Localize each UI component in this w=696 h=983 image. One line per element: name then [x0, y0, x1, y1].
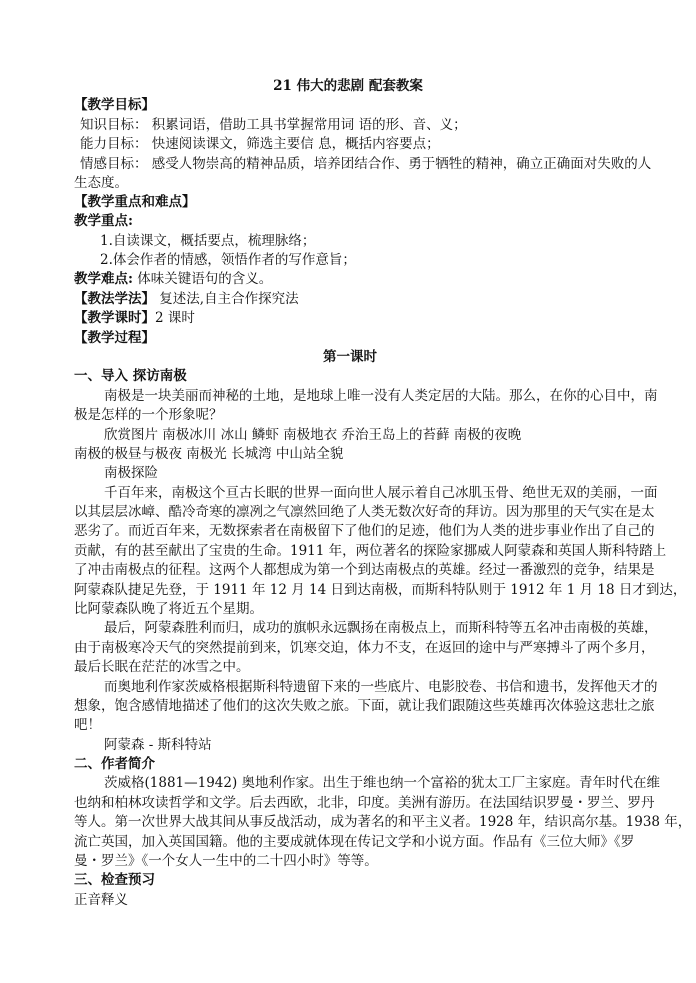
- method-text: 复述法,自主合作探究法: [159, 291, 299, 307]
- section-2-line-2: 也纳和柏林攻读哲学和文学。后去西欧，北非，印度。美洲有游历。在法国结识罗曼・罗兰、罗丹: [74, 795, 655, 811]
- objective-ability: 能力目标： 快速阅读课文，筛选主要信 息，概括内容要点；: [80, 136, 440, 152]
- objectives-heading: 【教学目标】: [74, 97, 155, 113]
- section-1-para-2-line-1: 千百年来，南极这个亘古长眠的世界一面向世人展示着自己冰肌玉骨、绝世无双的美丽，一面: [104, 485, 658, 501]
- section-1-para-2-line-4: 贡献，有的甚至献出了宝贵的生命。1911 年，两位著名的探险家挪威人阿蒙森和英国人斯科特踏上: [74, 543, 667, 559]
- section-3-subheading: 正音释义: [74, 892, 128, 908]
- section-1-para-3-line-1: 最后，阿蒙森胜利而归，成功的旗帜永远飘扬在南极点上，而斯科特等五名冲击南极的英雄，: [104, 620, 658, 636]
- method-row: [74, 290, 626, 309]
- hours-label: 【教学课时】: [74, 310, 155, 326]
- hours-row: [74, 309, 626, 328]
- focus-item-2: 2.体会作者的情感，领悟作者的写作意旨；: [100, 252, 356, 268]
- section-1-pictures-line-2: 南极的极昼与极夜 南极光 长城湾 中山站全貌: [74, 446, 344, 462]
- objective-knowledge: 知识目标： 积累词语，借助工具书掌握常用词 语的形、音、义；: [80, 117, 467, 133]
- section-1-para-2-line-2: 以其层层冰嶂、酷冷奇寒的凛冽之气凛然回绝了人类无数次好奇的拜访。因为那里的天气实在是太: [74, 504, 655, 520]
- section-1-para-2-line-7: 比阿蒙森队晚了将近五个星期。: [74, 601, 263, 617]
- keypoints-heading: 【教学重点和难点】: [74, 194, 196, 210]
- section-1-para-2-line-5: 了冲击南极点的征程。这两个人都想成为第一个到达南极点的英雄。经过一番激烈的竞争，结果是: [74, 562, 655, 578]
- section-1-station-names: 阿蒙森 - 斯科特站: [104, 737, 212, 753]
- difficulty-label: 教学难点:: [74, 271, 133, 287]
- section-1-para-1-line-1: 南极是一块美丽而神秘的土地，是地球上唯一没有人类定居的大陆。那么，在你的心目中，南: [104, 388, 658, 404]
- focus-label: 教学重点:: [74, 213, 133, 229]
- section-1-pictures-line-1: 欣赏图片 南极冰川 冰山 鳞虾 南极地衣 乔治王岛上的苔藓 南极的夜晚: [104, 427, 522, 443]
- objective-emotion-line-2: 生态度。: [74, 175, 128, 191]
- section-2-line-3: 等人。第一次世界大战其间从事反战活动，成为著名的和平主义者。1928 年，结识高尔基。1938 年，: [74, 814, 692, 830]
- method-label: 【教法学法】: [74, 291, 155, 307]
- section-2-line-1: 茨威格(1881—1942) 奥地利作家。出生于维也纳一个富裕的犹太工厂主家庭。青年时代在维: [104, 775, 661, 791]
- difficulty-row: [74, 270, 626, 289]
- section-2-line-5: 曼・罗兰》《一个女人一生中的二十四小时》等等。: [74, 853, 378, 869]
- section-1-para-3-line-2: 由于南极寒冷天气的突然提前到来，饥寒交迫，体力不支，在返回的途中与严寒搏斗了两个多月，: [74, 640, 655, 656]
- section-1-para-4-line-3: 吧！: [74, 717, 101, 733]
- hours-text: 2 课时: [155, 310, 195, 326]
- objective-emotion-line-1: 情感目标： 感受人物崇高的精神品质，培养团结合作、勇于牺牲的精神，确立正确面对失败的人: [80, 156, 652, 172]
- section-1-para-4-line-2: 想象，饱含感情地描述了他们的这次失败之旅。下面，就让我们跟随这些英雄再次体验这悲壮之旅: [74, 698, 655, 714]
- difficulty-text: 体味关键语句的含义。: [132, 271, 273, 287]
- section-1-para-1-line-2: 极是怎样的一个形象呢？: [74, 407, 223, 423]
- section-1-para-2-line-6: 阿蒙森队捷足先登，于 1911 年 12 月 14 日到达南极，而斯科特队则于 1912 年 1 月 18 日才到达，: [74, 582, 687, 598]
- section-2-line-4: 流亡英国，加入英国国籍。他的主要成就体现在传记文学和小说方面。作品有《三位大师》《罗: [74, 834, 635, 850]
- section-2-heading: 二、作者简介: [74, 756, 155, 772]
- section-1-explore-label: 南极探险: [104, 465, 158, 481]
- focus-item-1: 1.自读课文，概括要点，梳理脉络；: [100, 233, 316, 249]
- document-title: 21 伟大的悲剧 配套教案: [273, 78, 423, 94]
- process-heading: 【教学过程】: [74, 330, 155, 346]
- section-1-para-2-line-3: 恶劣了。而近百年来，无数探索者在南极留下了他们的足迹，他们为人类的进步事业作出了自己的: [74, 523, 655, 539]
- lesson-one-heading: 第一课时: [323, 349, 377, 365]
- section-1-heading: 一、导入 探访南极: [74, 368, 187, 384]
- section-1-para-4-line-1: 而奥地利作家茨威格根据斯科特遗留下来的一些底片、电影胶卷、书信和遗书，发挥他天才的: [104, 679, 658, 695]
- section-3-heading: 三、检查预习: [74, 872, 155, 888]
- section-1-para-3-line-3: 最后长眠在茫茫的冰雪之中。: [74, 659, 250, 675]
